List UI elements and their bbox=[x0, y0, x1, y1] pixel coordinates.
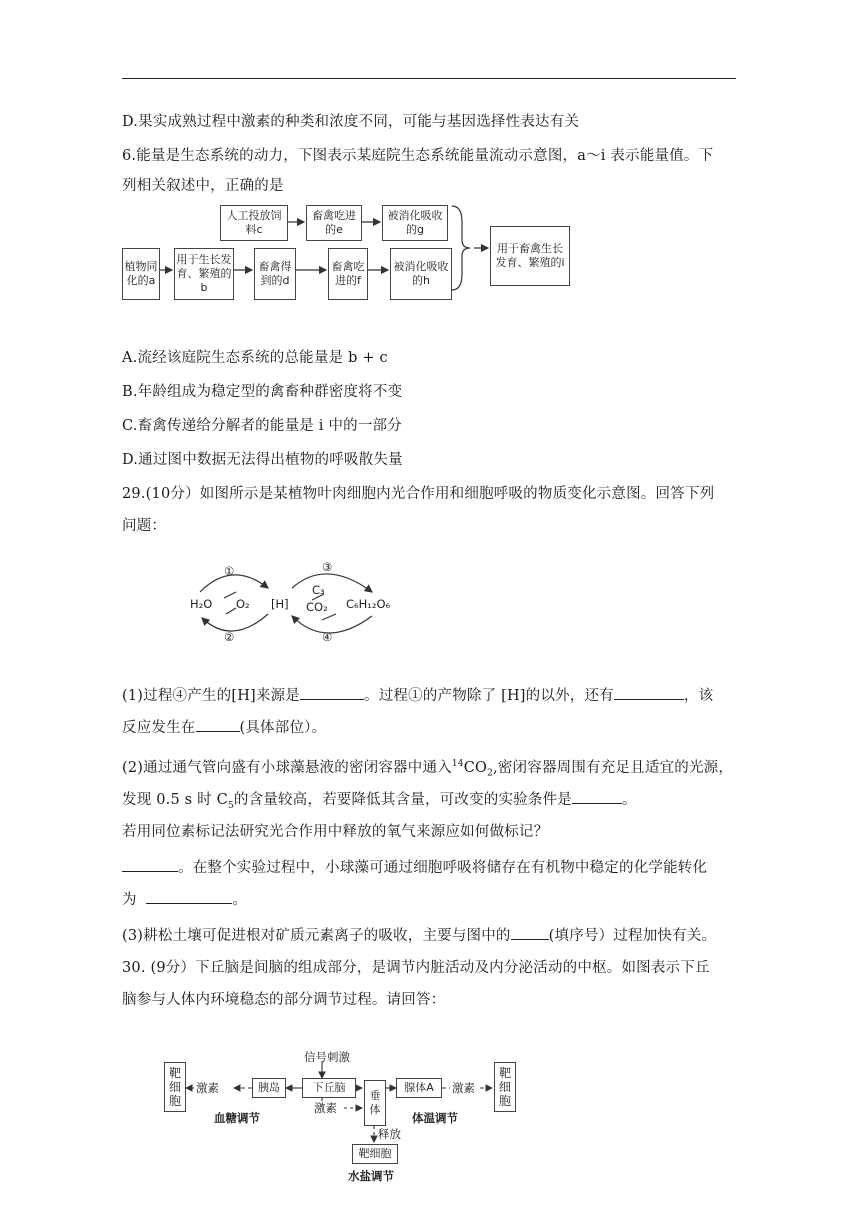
text-seg: 。 bbox=[232, 892, 248, 908]
question-30-stem-line1: 30. (9分）下丘脑是间脑的组成部分，是调节内脏活动及内分泌活动的中枢。如图表示下丘 bbox=[122, 960, 710, 976]
text-seg: CO bbox=[463, 759, 488, 776]
text-seg: (1)过程④产生的[H]来源是 bbox=[122, 688, 300, 704]
superscript: 14 bbox=[451, 759, 464, 769]
text-seg: 。过程①的产物除了 [H]的以外，还有 bbox=[364, 688, 614, 704]
hormone-down-label: 激素 bbox=[314, 1101, 337, 1115]
absorb-h-box: 被消化吸收的h bbox=[390, 248, 452, 300]
h-label: [H] bbox=[271, 597, 289, 611]
text-seg: 发现 0.5 s 时 C bbox=[122, 792, 228, 808]
h2o-label: H₂O bbox=[190, 597, 213, 611]
glucose-regulation-label: 血糖调节 bbox=[214, 1111, 260, 1125]
c3-label: C₃ bbox=[312, 583, 325, 597]
co2-label: CO₂ bbox=[306, 600, 328, 614]
pituitary-box: 垂体 bbox=[364, 1080, 386, 1126]
target-cell-bottom: 靶细胞 bbox=[352, 1144, 398, 1164]
hormone-left-label: 激素 bbox=[196, 1081, 219, 1095]
text-seg: (具体部位）。 bbox=[239, 720, 327, 736]
plant-a-box: 植物同化的a bbox=[122, 248, 160, 300]
o2-label: O₂ bbox=[236, 597, 250, 611]
question-29-stem-line1: 29.(10分）如图所示是某植物叶肉细胞内光合作用和细胞呼吸的物质变化示意图。回答下列 bbox=[122, 486, 715, 502]
get-d-box: 畜禽得到的d bbox=[254, 248, 296, 300]
feed-box: 人工投放饲料c bbox=[220, 205, 288, 241]
use-i-box: 用于畜禽生长发育、繁殖的i bbox=[490, 226, 570, 286]
text-seg: 的含量较高，若要降低其含量，可改变的实验条件是 bbox=[233, 792, 572, 808]
text-seg: 为 bbox=[122, 892, 137, 908]
text-seg: ,密闭容器周围有充足且适宜的光源， bbox=[493, 759, 734, 776]
gland-a-box: 腺体A bbox=[396, 1078, 442, 1098]
hypothalamus-box: 下丘脑 bbox=[302, 1078, 356, 1098]
subscript: 2 bbox=[487, 768, 494, 779]
grow-b-box: 用于生长发育、繁殖的b bbox=[174, 248, 234, 300]
text-seg: ，该 bbox=[683, 688, 714, 704]
text-seg: (3)耕松土壤可促进根对矿质元素离子的吸收，主要与图中的 bbox=[122, 928, 511, 944]
question-29-stem-line2: 问题： bbox=[122, 518, 167, 534]
text-seg: 。在整个实验过程中，小球藻可通过细胞呼吸将储存在有机物中稳定的化学能转化 bbox=[178, 860, 708, 876]
water-salt-regulation-label: 水盐调节 bbox=[348, 1169, 394, 1183]
process-3-label: ③ bbox=[322, 560, 333, 574]
process-2-label: ② bbox=[224, 630, 235, 644]
option-a: A.流经该庭院生态系统的总能量是 b + c bbox=[122, 350, 388, 366]
hormone-right-label: 激素 bbox=[452, 1081, 475, 1095]
option-b: B.年龄组成为稳定型的禽畜种群密度将不变 bbox=[122, 384, 403, 400]
text-seg: (填序号）过程加快有关。 bbox=[548, 928, 717, 944]
sub-question-2-line3: 若用同位素标记法研究光合作用中释放的氧气来源应如何做标记？ bbox=[122, 824, 549, 840]
question-6-stem-line2: 列相关叙述中，正确的是 bbox=[122, 178, 284, 194]
target-cell-left: 靶细胞 bbox=[164, 1062, 186, 1112]
glucose-label: C₆H₁₂O₆ bbox=[346, 597, 391, 611]
islet-box: 胰岛 bbox=[252, 1078, 286, 1098]
text-seg: (2)通过通气管向盛有小球藻悬液的密闭容器中通入 bbox=[122, 759, 452, 776]
text-seg: 反应发生在 bbox=[122, 720, 196, 736]
eat-e-box: 畜禽吃进的e bbox=[306, 205, 362, 241]
eat-f-box: 畜禽吃进的f bbox=[328, 248, 368, 300]
option-c: C.畜禽传递给分解者的能量是 i 中的一部分 bbox=[122, 418, 402, 434]
process-1-label: ① bbox=[224, 564, 235, 578]
process-4-label: ④ bbox=[322, 630, 333, 644]
option-d-q5: D.果实成熟过程中激素的种类和浓度不同，可能与基因选择性表达有关 bbox=[122, 114, 580, 130]
temperature-regulation-label: 体温调节 bbox=[412, 1111, 458, 1125]
text-seg: 。 bbox=[621, 792, 637, 808]
option-d: D.通过图中数据无法得出植物的呼吸散失量 bbox=[122, 452, 403, 468]
question-30-stem-line2: 脑参与人体内环境稳态的部分调节过程。请回答： bbox=[122, 992, 446, 1008]
target-cell-right: 靶细胞 bbox=[494, 1062, 516, 1112]
question-6-stem-line1: 6.能量是生态系统的动力，下图表示某庭院生态系统能量流动示意图，a～i 表示能量值。下 bbox=[122, 148, 714, 164]
release-label: 释放 bbox=[378, 1127, 401, 1141]
absorb-g-box: 被消化吸收的g bbox=[382, 205, 448, 241]
signal-label: 信号刺激 bbox=[304, 1050, 350, 1064]
subscript: 5 bbox=[227, 800, 234, 811]
